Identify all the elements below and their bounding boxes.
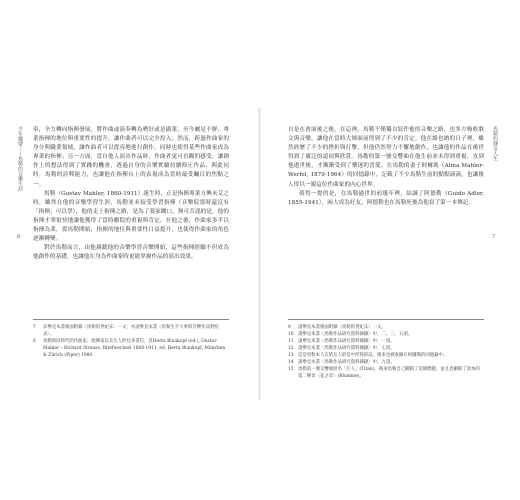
footnote [33,338,229,359]
right-body-text [288,126,484,208]
footnote-number: 8 [33,339,36,344]
left-page [15,110,257,398]
footnote-number: 12 [288,346,294,351]
footnote [288,359,484,366]
book-gutter [258,108,261,400]
footnote-text: 請參見本書〈馬勒作品研究資料摘錄〉中，九項。 [298,360,395,365]
footnote-text: 馬勒第一號交響曲原名「巨人」(Titan)，後來馬勒自己刪除了這個標題，並且也刪除了原本的第二樂章〈花之章〉(Blumine)。 [298,367,480,379]
right-footnotes [288,324,484,380]
footnote-text: 請參見本書〈馬勒作品研究資料摘錄〉中，七項。 [298,346,395,351]
left-paragraph-3: 對於馬勒而言，由他親聽他的音樂學習音樂開始，這些指揮經驗不但成為他創作的基礎，也讓他在身為作曲家時更能掌握作品的演出效果。 [33,245,229,261]
right-page [262,110,504,398]
footnote [288,338,484,345]
footnote [288,331,484,338]
right-paragraph-1: 自是在會面後之後，在這裡，馬勒不僅獨自寫作他的音樂之路，也多方吸收歌文與音樂，讓他在當時大師面前得到了不少的肯定。他在維也納的日子裡，雖然經歷了不少的挫折與打擊，但他仍然努力不懈地創作，也讓他的作品在後世得到了廣泛的認同與欣賞。馬勒的第一號交響曲在他生前並未得到重視，直到他逝世後，才漸漸受到了樂迷的喜愛。在馬勒的妻子阿爾瑪（Alma Mahler-Werfel, 1879-1964）的回憶錄中，記載了不少馬勒生前的點點滴滴，也讓後人得以一窺這位作曲家的內心世界。 [288,127,484,188]
right-page-number: 7 [492,234,496,240]
footnote [288,366,484,380]
right-paragraph-2: 值得一提的是，在馬勒過世的前幾年裡，結識了阿德勒（Guido Adler, 1855-1941），兩人成為好友，阿德勒也在馬勒死後為他寫了第一本傳記。 [288,190,484,206]
footnote-number: 13 [288,353,294,358]
footnote-text: 請參見本書〈馬勒作品研究資料摘錄〉中，一項。 [298,339,395,344]
footnote-number: 11 [288,339,294,344]
left-footnote-rule [33,319,229,320]
footnote-text: 請參見本書〈馬勒作品研究資料摘錄〉中，二、三、五項。 [298,332,413,337]
left-page-number: 6 [17,234,21,240]
footnote-number: 14 [288,360,294,365]
left-paragraph-2: 馬勒（Gustav Mahler, 1860-1911）誕生時，正是指揮專業方興未艾之時，雖然在他的音樂學習生涯，馬勒並未接受學習指揮（音樂院那時還沒有「指揮」可以學），他的走上指揮之路，是為了養家餬口，無可否認的是，他的指揮才華很快地讓他獲得了當時劇院的重視與肯定。在他之後，作曲家多半以指揮為業，從馬勒開始，指揮的地位與重要性日益提升，也使得作曲家的角色逐漸轉變。 [33,190,229,243]
left-running-head: 少年魔號——馬勒的音樂生涯 [17,126,23,191]
footnote-text: 馬勒與同時代的作曲家、指揮家以及友人的往來書信，見Herta Blaukopf (ed.), Gustav Mahler – Richard Strauss, Briefwechsel 1888-1911, ed. Herta Blaukopf, München & Zürich (Piper) 1980. [43,339,226,358]
footnote-number: 9 [288,325,291,330]
footnote-number: 10 [288,332,294,337]
left-footnotes [33,324,229,359]
footnote [288,345,484,352]
footnote-text: 請參見本書後面附錄〈馬勒的世紀末〉一文。 [298,325,386,330]
footnote-text: 詳參見本書後面附錄〈馬勒的世紀末〉一文；亦請參見本書〈馬勒生平大事與音樂作品對照表〉。 [43,325,219,337]
footnote [288,352,484,359]
footnote-number: 7 [33,325,36,330]
footnote [288,324,484,331]
footnote-number: 15 [288,367,294,372]
footnote [33,324,229,338]
footnote-text: 這是馬勒本人在給友人的信中所寫的話，後來也被收錄在阿爾瑪的回憶錄中。 [298,353,448,358]
left-paragraph-1: 奉，全力轉向指揮發展，將作曲或演奏轉為嗜好或是副業，至今屬見不鮮，專業指揮的地位與重要性的提升，讓作曲者可以完全投入；然而，跨過作曲家的身分與職業領域，讓作曲者可以從容地進行創作，同時也使得某些作曲家成為專業的指揮；另一方面，當自他人演出作品時，作曲者更可直觀的感受，讓創作上的想法得到了實踐的機會，透過自身的音樂實驗持續修正作品。與此同時，馬勒的詮釋能力，也讓他在指揮台上的表現成為當時最受矚目的焦點之一。 [33,127,229,188]
right-running-head: 馬勒的傳奇人生 [492,126,498,161]
right-footnote-rule [288,319,484,320]
left-body-text [33,126,229,262]
